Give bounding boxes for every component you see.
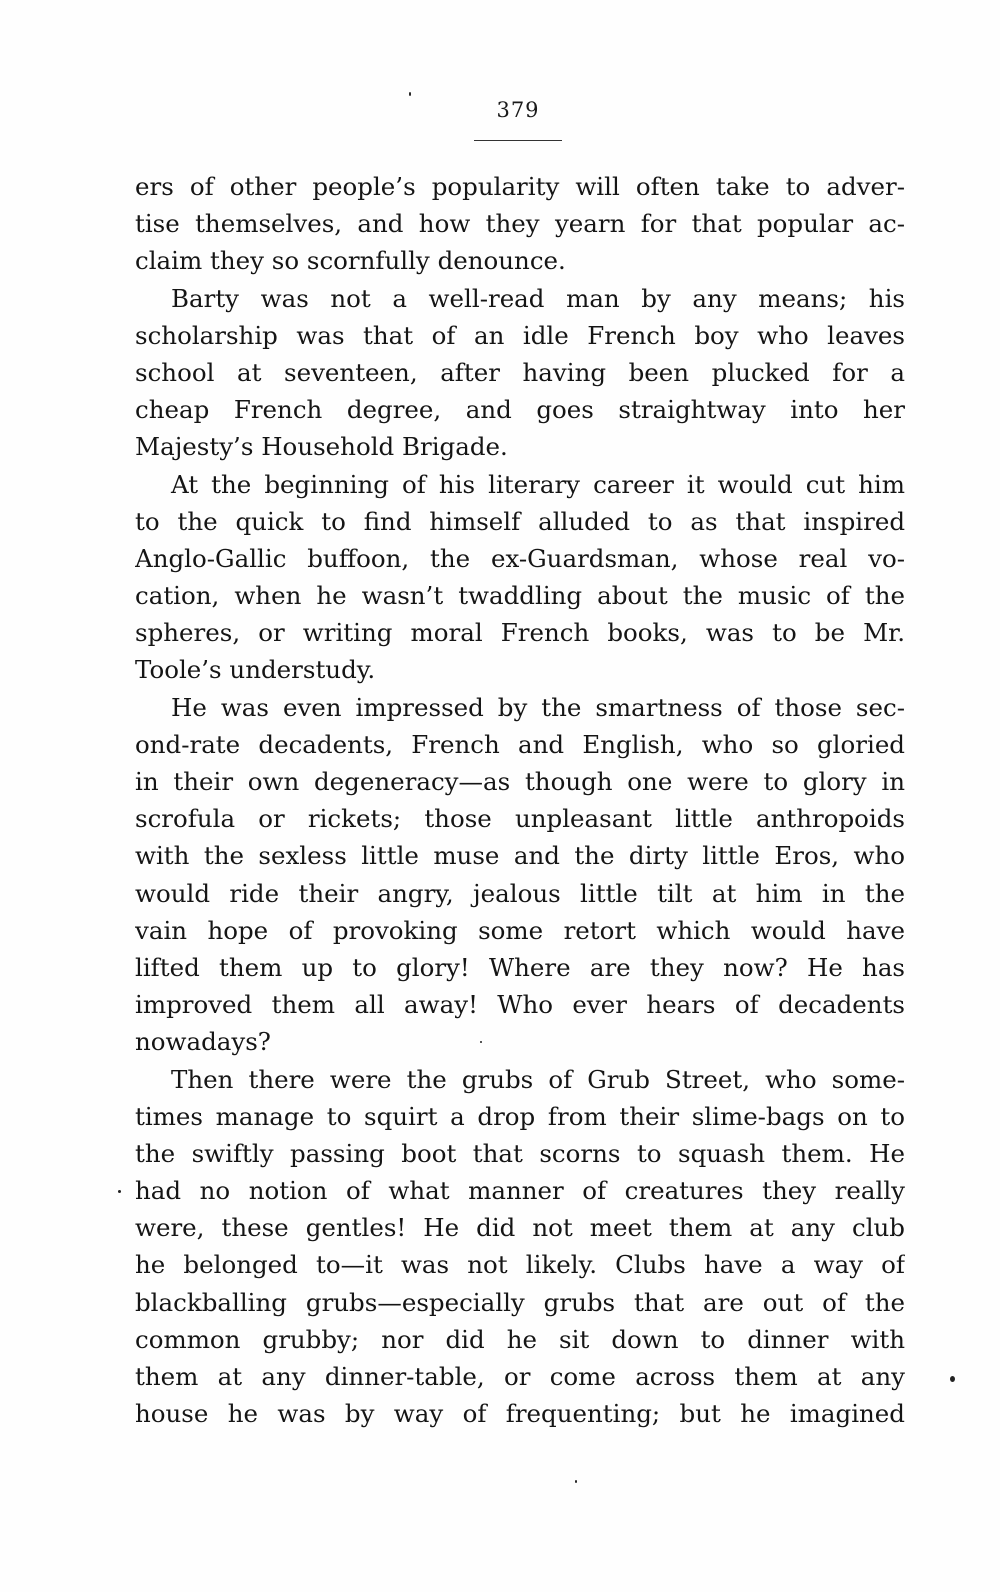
text-line: vain hope of provoking some retort which would have (135, 915, 905, 945)
text-line: He was even impressed by the smartness of those sec- (171, 692, 905, 722)
text-line: nowadays? (135, 1027, 271, 1057)
text-line: improved them all away! Who ever hears of decadents (135, 990, 905, 1020)
text-line: claim they so scornfully denounce. (135, 246, 566, 276)
page-number: 379 (496, 98, 540, 122)
text-line: Then there were the grubs of Grub Street, who some- (171, 1064, 905, 1094)
text-line: had no notion of what manner of creatures they really (135, 1176, 905, 1206)
text-line: would ride their angry, jealous little tilt at him in the (135, 878, 905, 908)
text-line: times manage to squirt a drop from their slime-bags on to (135, 1101, 905, 1131)
text-line: house he was by way of frequenting; but he imagined (135, 1399, 905, 1429)
text-line: cheap French degree, and goes straightway into her (135, 395, 905, 425)
text-line: to the quick to find himself alluded to as that inspired (135, 506, 905, 536)
scan-speck (480, 1041, 482, 1043)
text-line: ond-rate decadents, French and English, who so gloried (135, 729, 905, 759)
text-line: school at seventeen, after having been plucked for a (135, 357, 905, 387)
text-line: Barty was not a well-read man by any means; his (171, 283, 905, 313)
text-line: scholarship was that of an idle French boy who leaves (135, 320, 905, 350)
text-line: he belonged to—it was not likely. Clubs have a way of (135, 1250, 905, 1280)
text-line: ers of other people’s popularity will often take to adver- (135, 172, 905, 201)
text-line: cation, when he wasn’t twaddling about the music of the (135, 581, 905, 611)
text-line: in their own degeneracy—as though one were to glory in (135, 767, 905, 796)
text-line: tise themselves, and how they yearn for that popular ac- (135, 209, 905, 239)
text-line: blackballing grubs—especially grubs that are out of the (135, 1287, 905, 1317)
scan-speck (950, 1376, 955, 1382)
scan-speck (118, 1190, 121, 1193)
scan-speck (575, 1480, 577, 1483)
text-line: the swiftly passing boot that scorns to squash them. He (135, 1138, 905, 1168)
text-line: At the beginning of his literary career it would cut him (171, 469, 905, 499)
text-line: common grubby; nor did he sit down to dinner with (135, 1324, 905, 1354)
scan-speck (409, 92, 411, 96)
text-line: them at any dinner-table, or come across them at any (135, 1362, 905, 1391)
body-text (135, 168, 905, 1432)
text-line: Anglo-Gallic buffoon, the ex-Guardsman, whose real vo- (135, 543, 905, 573)
text-line: lifted them up to glory! Where are they now? He has (135, 952, 905, 982)
text-line: Majesty’s Household Brigade. (135, 432, 508, 462)
text-line: Toole’s understudy. (135, 655, 376, 685)
text-line: scrofula or rickets; those unpleasant little anthropoids (135, 804, 905, 834)
text-line: were, these gentles! He did not meet them at any club (135, 1213, 905, 1243)
text-line: spheres, or writing moral French books, was to be Mr. (135, 618, 905, 648)
header-rule (474, 140, 562, 141)
text-line: with the sexless little muse and the dirty little Eros, who (135, 841, 905, 871)
